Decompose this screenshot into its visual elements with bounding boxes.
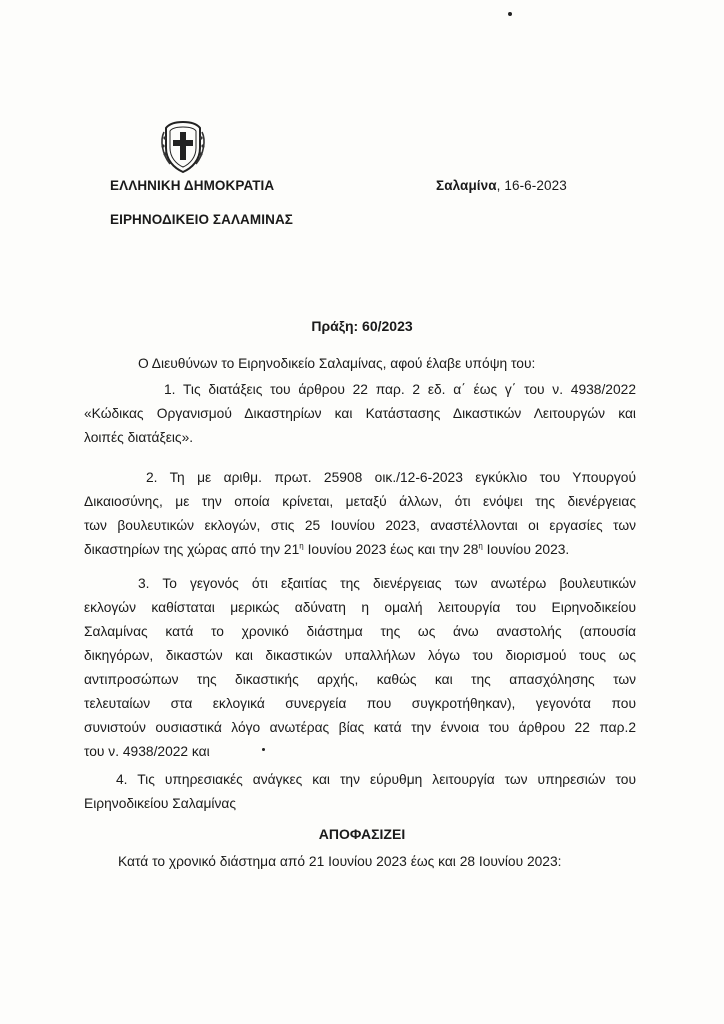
item-4: [84, 768, 636, 816]
greek-coat-of-arms-emblem: [160, 118, 206, 174]
item-3-line-8: του ν. 4938/2022 και: [84, 744, 210, 759]
item-3-line-3: Σαλαμίνας κατά το χρονικό διάστημα της ως άνω αναστολής (απουσία: [84, 624, 636, 639]
place-date: [436, 178, 567, 193]
document-date: , 16-6-2023: [496, 178, 567, 193]
closing-paragraph: [118, 850, 658, 874]
item-4-line-1: 4. Τις υπηρεσιακές ανάγκες και την εύρυθμη λειτουργία των υπηρεσιών του: [116, 772, 636, 787]
item-3-line-2: εκλογών καθίσταται μερικώς αδύνατη η ομαλή λειτουργία του Ειρηνοδικείου: [84, 600, 636, 615]
item-3-line-1: 3. Το γεγονός ότι εξαιτίας της διενέργειας των ανωτέρω βουλευτικών: [138, 576, 636, 591]
act-number-title: Πράξη: 60/2023: [311, 318, 413, 334]
item-2-line-3: των βουλευτικών εκλογών, στις 25 Ιουνίου 2023, αναστέλλονται οι εργασίες των: [84, 518, 636, 533]
closing-line: Κατά το χρονικό διάστημα από 21 Ιουνίου 2023 έως και 28 Ιουνίου 2023:: [118, 854, 562, 869]
item-3: [84, 572, 636, 764]
ordinal-suffix-b: η: [478, 541, 483, 551]
item-4-line-2: Ειρηνοδικείου Σαλαμίνας: [84, 796, 236, 811]
item-3-line-7: συνιστούν ουσιαστικά λόγο ανωτέρας βίας κατά την έννοια του άρθρου 22 παρ.2: [84, 720, 636, 735]
item-1-line-3: λοιπές διατάξεις».: [84, 430, 194, 445]
item-1-line-2: «Κώδικας Οργανισμού Δικαστηρίων και Κατάστασης Δικαστικών Λειτουργών και: [84, 406, 636, 421]
item-2-line-1: 2. Τη με αριθμ. πρωτ. 25908 οικ./12-6-2023 εγκύκλιο του Υπουργού: [146, 470, 636, 485]
item-2-line-4: [84, 538, 636, 562]
item-3-line-6: τελευταίων στα εκλογικά συνεργεία που συγκροτήθηκαν), γεγονότα που: [84, 696, 636, 711]
item-3-line-4: δικηγόρων, δικαστών και δικαστικών υπαλλήλων λόγω του διορισμού τους ως: [84, 648, 636, 663]
item-2-line-4-part-a: δικαστηρίων της χώρας από την 21: [84, 542, 300, 557]
court-heading: ΕΙΡΗΝΟΔΙΚΕΙΟ ΣΑΛΑΜΙΝΑΣ: [110, 212, 294, 227]
item-3-line-5: αντιπροσώπων της δικαστικής αρχής, καθώς και της απασχόλησης των: [84, 672, 636, 687]
item-1: [84, 378, 636, 450]
decision-heading: ΑΠΟΦΑΣΙΖΕΙ: [318, 826, 406, 842]
intro-paragraph: [138, 352, 598, 376]
ordinal-suffix-a: η: [299, 541, 304, 551]
item-1-line-1: 1. Τις διατάξεις του άρθρου 22 παρ. 2 εδ. α΄ έως γ΄ του ν. 4938/2022: [164, 382, 636, 397]
item-2-line-4-part-c: Ιουνίου 2023.: [482, 542, 570, 557]
item-2-line-4-part-b: Ιουνίου 2023 έως και την 28: [303, 542, 479, 557]
country-heading: ΕΛΛΗΝΙΚΗ ΔΗΜΟΚΡΑΤΙΑ: [110, 178, 275, 193]
scan-speck: [508, 12, 512, 16]
item-2-line-2: Δικαιοσύνης, με την οποία κρίνεται, μεταξύ άλλων, ότι ενόψει της διενέργειας: [84, 494, 636, 509]
intro-line: Ο Διευθύνων το Ειρηνοδικείο Σαλαμίνας, αφού έλαβε υπόψη του:: [138, 356, 536, 371]
place-name: Σαλαμίνα: [436, 178, 497, 193]
item-2: [84, 466, 636, 562]
scan-speck: [262, 748, 265, 751]
